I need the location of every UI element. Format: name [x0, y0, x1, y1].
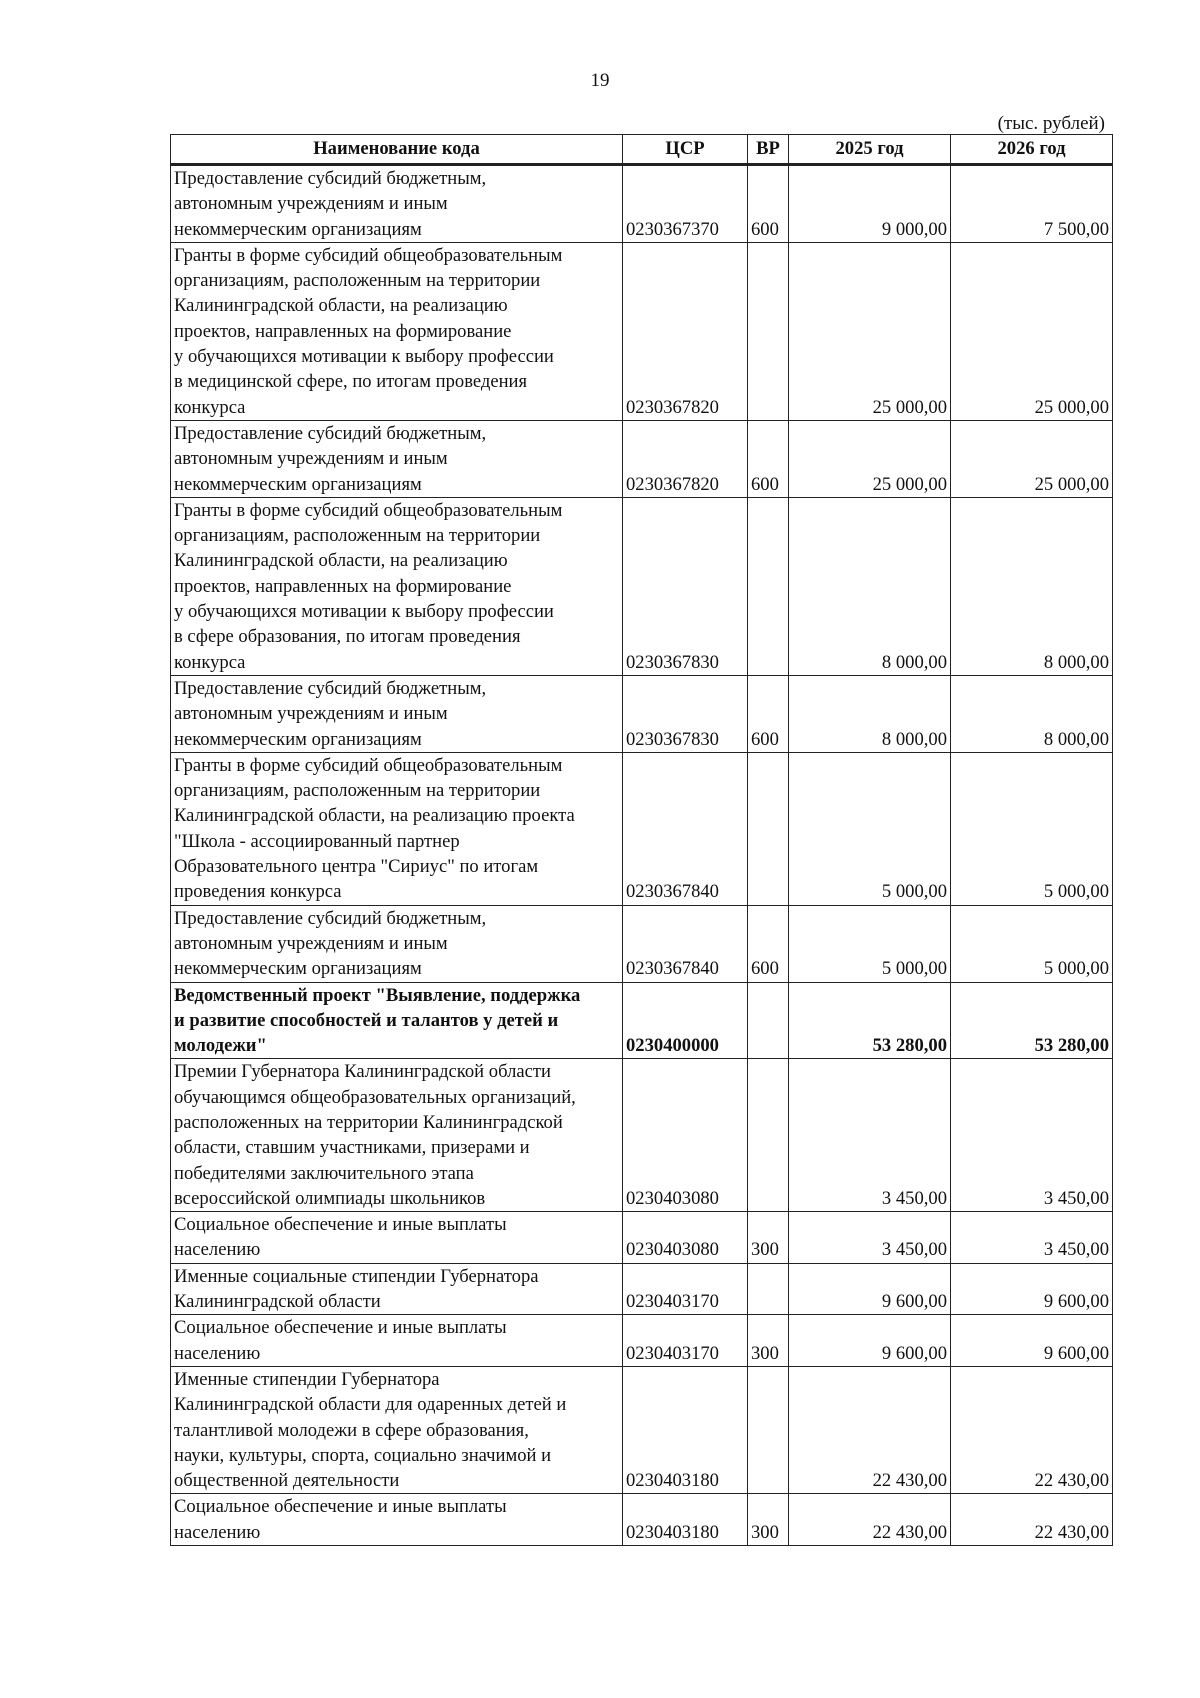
- row-2025: 9 600,00: [789, 1315, 951, 1367]
- row-name: Гранты в форме субсидий общеобразовательным организациям, расположенным на территории Калининградской области, на реализацию проектов, направленных на формирование у обучающихся мотивации к выбору профессии в медицинской сфере, по итогам проведения конкурса: [171, 242, 623, 420]
- row-2026: 5 000,00: [951, 905, 1113, 982]
- table-row: [171, 420, 1113, 497]
- row-2025: 5 000,00: [789, 905, 951, 982]
- table-row: [171, 752, 1113, 905]
- header-name: Наименование кода: [171, 135, 623, 165]
- row-2026: 8 000,00: [951, 675, 1113, 752]
- row-2025: 8 000,00: [789, 675, 951, 752]
- row-vr: 600: [748, 165, 789, 243]
- row-name: Именные социальные стипендии Губернатора Калининградской области: [171, 1263, 623, 1315]
- row-2025: 25 000,00: [789, 420, 951, 497]
- row-csr: 0230367830: [623, 675, 748, 752]
- budget-table: [170, 134, 1113, 1546]
- row-vr: [748, 982, 789, 1059]
- row-vr: 600: [748, 420, 789, 497]
- page-number: 19: [590, 70, 610, 91]
- table-row: [171, 242, 1113, 420]
- row-vr: 600: [748, 905, 789, 982]
- row-2025: 3 450,00: [789, 1212, 951, 1264]
- row-2026: 25 000,00: [951, 420, 1113, 497]
- row-2025: 5 000,00: [789, 752, 951, 905]
- row-2025: 9 600,00: [789, 1263, 951, 1315]
- table-row: [171, 1212, 1113, 1264]
- row-2025: 25 000,00: [789, 242, 951, 420]
- row-2026: 3 450,00: [951, 1212, 1113, 1264]
- row-vr: [748, 1059, 789, 1212]
- row-csr: 0230403080: [623, 1212, 748, 1264]
- table-row: [171, 1315, 1113, 1367]
- row-name: Предоставление субсидий бюджетным, автономным учреждениям и иным некоммерческим организациям: [171, 165, 623, 243]
- row-vr: [748, 242, 789, 420]
- row-csr: 0230367820: [623, 420, 748, 497]
- row-2026: 7 500,00: [951, 165, 1113, 243]
- row-2025: 22 430,00: [789, 1494, 951, 1546]
- row-csr: 0230403170: [623, 1315, 748, 1367]
- row-2025: 3 450,00: [789, 1059, 951, 1212]
- row-vr: 600: [748, 675, 789, 752]
- row-2026: 3 450,00: [951, 1059, 1113, 1212]
- header-2025: 2025 год: [789, 135, 951, 165]
- row-csr: 0230403180: [623, 1366, 748, 1493]
- row-name: Социальное обеспечение и иные выплаты населению: [171, 1212, 623, 1264]
- row-2026: 9 600,00: [951, 1263, 1113, 1315]
- row-csr: 0230367830: [623, 497, 748, 675]
- row-csr: 0230403080: [623, 1059, 748, 1212]
- header-vr: ВР: [748, 135, 789, 165]
- row-2026: 22 430,00: [951, 1494, 1113, 1546]
- row-2026: 22 430,00: [951, 1366, 1113, 1493]
- units-label: (тыс. рублей): [997, 113, 1105, 134]
- row-name: Гранты в форме субсидий общеобразовательным организациям, расположенным на территории Калининградской области, на реализацию проекта "Школа - ассоциированный партнер Образовательного центра "Сириус" по итогам проведения конкурса: [171, 752, 623, 905]
- row-csr: 0230367370: [623, 165, 748, 243]
- row-csr: 0230367820: [623, 242, 748, 420]
- row-csr: 0230367840: [623, 752, 748, 905]
- row-2026: 53 280,00: [951, 982, 1113, 1059]
- row-2025: 8 000,00: [789, 497, 951, 675]
- table-row: [171, 497, 1113, 675]
- table-row: [171, 1366, 1113, 1493]
- row-name: Социальное обеспечение и иные выплаты населению: [171, 1494, 623, 1546]
- row-vr: [748, 752, 789, 905]
- row-2025: 22 430,00: [789, 1366, 951, 1493]
- row-name: Предоставление субсидий бюджетным, автономным учреждениям и иным некоммерческим организациям: [171, 420, 623, 497]
- row-name: Именные стипендии Губернатора Калининградской области для одаренных детей и талантливой молодежи в сфере образования, науки, культуры, спорта, социально значимой и общественной деятельности: [171, 1366, 623, 1493]
- table-row: [171, 1263, 1113, 1315]
- row-2026: 5 000,00: [951, 752, 1113, 905]
- row-2026: 8 000,00: [951, 497, 1113, 675]
- row-name: Социальное обеспечение и иные выплаты населению: [171, 1315, 623, 1367]
- row-vr: 300: [748, 1212, 789, 1264]
- table-row: [171, 675, 1113, 752]
- row-name: Предоставление субсидий бюджетным, автономным учреждениям и иным некоммерческим организациям: [171, 905, 623, 982]
- row-2026: 9 600,00: [951, 1315, 1113, 1367]
- row-vr: [748, 1366, 789, 1493]
- header-csr: ЦСР: [623, 135, 748, 165]
- row-csr: 0230367840: [623, 905, 748, 982]
- row-vr: 300: [748, 1315, 789, 1367]
- row-vr: [748, 497, 789, 675]
- row-name: Ведомственный проект "Выявление, поддержка и развитие способностей и талантов у детей и молодежи": [171, 982, 623, 1059]
- row-vr: [748, 1263, 789, 1315]
- header-2026: 2026 год: [951, 135, 1113, 165]
- row-2025: 9 000,00: [789, 165, 951, 243]
- table-row: [171, 1059, 1113, 1212]
- row-name: Предоставление субсидий бюджетным, автономным учреждениям и иным некоммерческим организациям: [171, 675, 623, 752]
- table-row: [171, 165, 1113, 243]
- row-name: Гранты в форме субсидий общеобразовательным организациям, расположенным на территории Калининградской области, на реализацию проектов, направленных на формирование у обучающихся мотивации к выбору профессии в сфере образования, по итогам проведения конкурса: [171, 497, 623, 675]
- table-row: [171, 1494, 1113, 1546]
- table-header-row: [171, 135, 1113, 165]
- row-vr: 300: [748, 1494, 789, 1546]
- row-csr: 0230403180: [623, 1494, 748, 1546]
- row-2026: 25 000,00: [951, 242, 1113, 420]
- row-csr: 0230400000: [623, 982, 748, 1059]
- row-2025: 53 280,00: [789, 982, 951, 1059]
- table-row: [171, 905, 1113, 982]
- row-name: Премии Губернатора Калининградской области обучающимся общеобразовательных организаций, расположенных на территории Калининградской области, ставшим участниками, призерами и победителями заключительного этапа всероссийской олимпиады школьников: [171, 1059, 623, 1212]
- table-row: [171, 982, 1113, 1059]
- row-csr: 0230403170: [623, 1263, 748, 1315]
